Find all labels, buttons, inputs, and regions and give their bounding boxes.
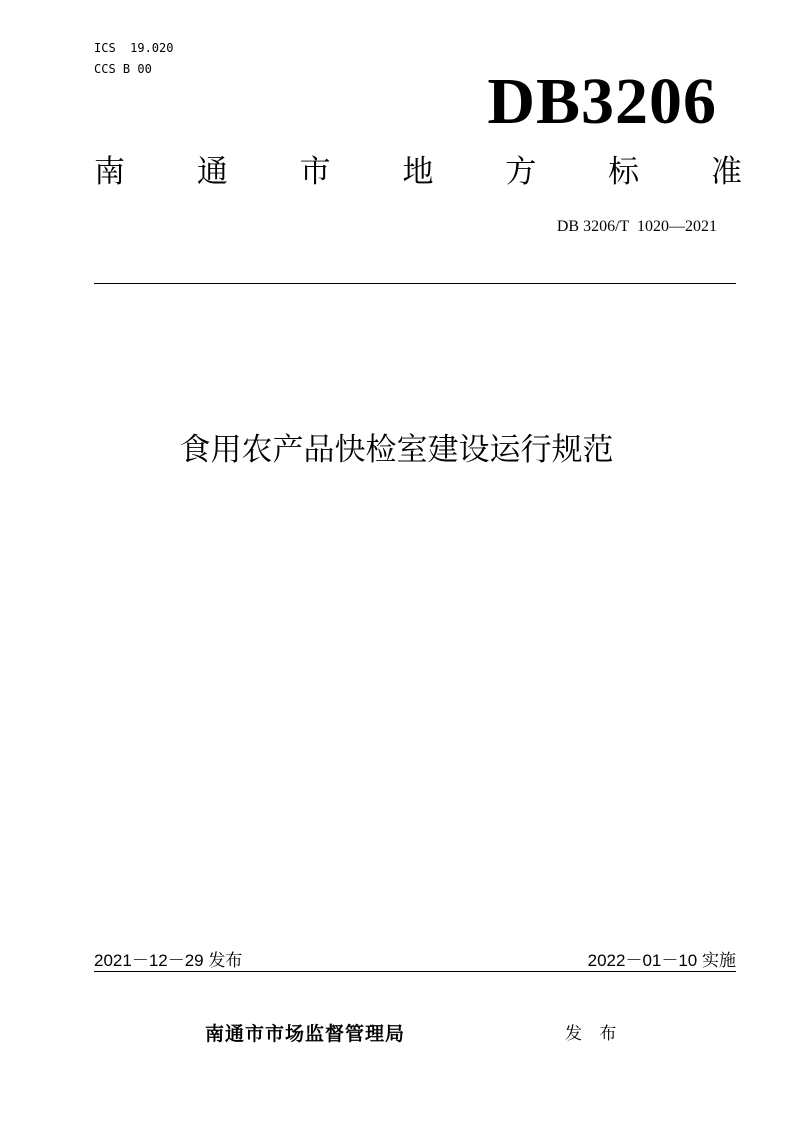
ics-classification: ICS 19.020 <box>94 41 174 55</box>
standard-level-char: 准 <box>710 154 742 190</box>
standard-level-char: 通 <box>196 154 228 190</box>
standard-code-heading: DB3206 <box>487 65 717 138</box>
header-divider <box>94 283 736 284</box>
standard-level-char: 标 <box>608 154 640 190</box>
standard-level-char: 地 <box>402 154 434 190</box>
document-title-text: 食用农产品快检室建设运行规范 <box>179 432 614 468</box>
standard-level-char: 市 <box>299 154 331 190</box>
standard-number: DB 3206/T 1020—2021 <box>556 218 717 235</box>
issuing-authority: 南通市市场监督管理局 <box>205 1023 406 1045</box>
standard-level-char: 方 <box>505 154 537 190</box>
issue-date: 2021－12－29 发布 <box>94 951 243 970</box>
standard-level-title <box>94 152 742 192</box>
ccs-classification: CCS B 00 <box>94 62 152 76</box>
document-title <box>0 428 793 472</box>
standard-level-char: 南 <box>94 154 125 190</box>
implementation-date: 2022－01－10 实施 <box>587 951 736 970</box>
issue-action: 发 布 <box>565 1024 623 1044</box>
footer-divider <box>94 971 736 972</box>
